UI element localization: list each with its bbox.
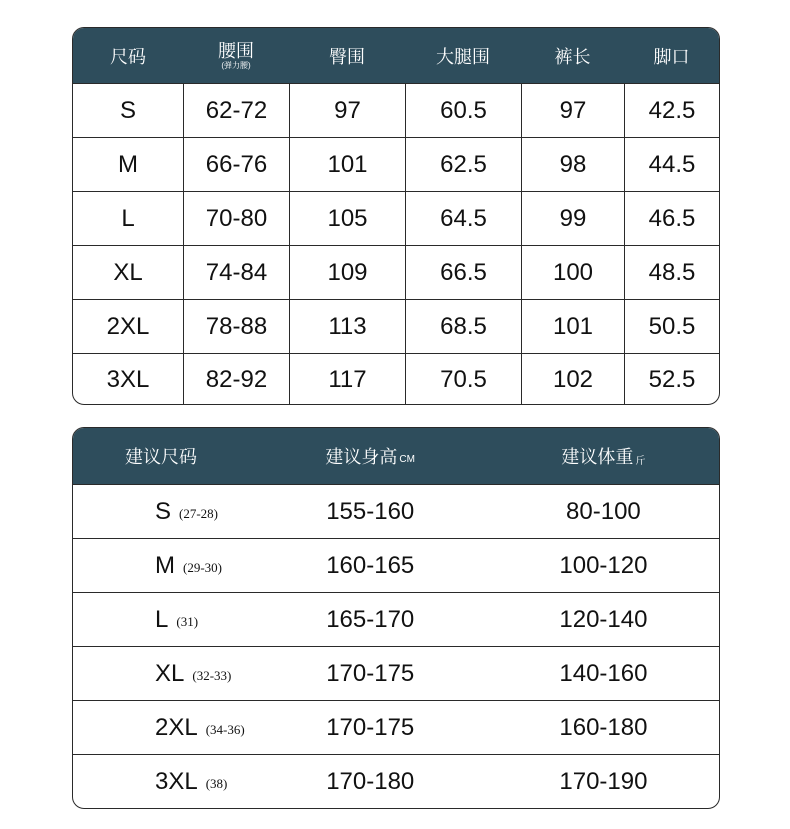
- table-row: [73, 137, 719, 191]
- size-label: S: [155, 497, 172, 525]
- cell-hem: 50.5: [624, 300, 719, 353]
- cell-hip: 97: [289, 84, 405, 137]
- cell-length: 101: [521, 300, 624, 353]
- cell-waist: 66-76: [183, 138, 289, 191]
- waist-range: (29-30): [183, 559, 222, 575]
- cell-hem: 46.5: [624, 192, 719, 245]
- header-waist: [183, 28, 289, 83]
- cell-weight: 170-190: [559, 767, 648, 795]
- recommend-table-header: [73, 428, 719, 484]
- cell-waist: 78-88: [183, 300, 289, 353]
- cell-size: [73, 755, 253, 808]
- cell-waist: 70-80: [183, 192, 289, 245]
- table-row: [73, 754, 719, 808]
- cell-hip: 105: [289, 192, 405, 245]
- cell-thigh: 60.5: [405, 84, 521, 137]
- table-row: [73, 484, 719, 538]
- header-height-unit: CM: [399, 453, 415, 465]
- cell-size: [73, 701, 253, 754]
- header-height-label: 建议身高: [325, 447, 398, 467]
- cell-waist: 74-84: [183, 246, 289, 299]
- table-row: [73, 83, 719, 137]
- cell-height: 170-175: [326, 659, 415, 687]
- cell-height: 155-160: [326, 497, 415, 525]
- cell-size: [73, 647, 253, 700]
- size-recommendation-table: [72, 427, 720, 809]
- waist-range: (34-36): [205, 721, 245, 737]
- cell-weight: 140-160: [559, 659, 648, 687]
- cell-hem: 44.5: [624, 138, 719, 191]
- cell-height: 160-165: [326, 551, 415, 579]
- cell-hem: 48.5: [624, 246, 719, 299]
- cell-length: 97: [521, 84, 624, 137]
- size-measurement-table: [72, 27, 720, 405]
- cell-thigh: 68.5: [405, 300, 521, 353]
- table-row: [73, 245, 719, 299]
- cell-length: 98: [521, 138, 624, 191]
- cell-hip: 113: [289, 300, 405, 353]
- waist-range: (32-33): [192, 667, 232, 683]
- cell-thigh: 62.5: [405, 138, 521, 191]
- cell-length: 99: [521, 192, 624, 245]
- header-waist-note: (弹力腰): [221, 60, 251, 70]
- cell-size: M: [118, 150, 138, 178]
- table-row: [73, 700, 719, 754]
- cell-length: 100: [521, 246, 624, 299]
- cell-weight: 80-100: [566, 497, 641, 525]
- cell-weight: 120-140: [559, 605, 648, 633]
- cell-size: XL: [113, 258, 143, 286]
- cell-hip: 109: [289, 246, 405, 299]
- cell-hem: 52.5: [624, 354, 719, 405]
- table-row: [73, 592, 719, 646]
- header-size: 尺码: [110, 46, 146, 67]
- cell-size: [73, 593, 253, 646]
- table-row: [73, 299, 719, 353]
- header-hem: 脚口: [653, 46, 690, 67]
- cell-waist: 62-72: [183, 84, 289, 137]
- table-row: [73, 191, 719, 245]
- cell-hip: 101: [289, 138, 405, 191]
- header-weight-label: 建议体重: [561, 447, 634, 467]
- header-waist-label: 腰围: [218, 40, 254, 61]
- waist-range: (27-28): [179, 505, 219, 521]
- cell-height: 165-170: [326, 605, 415, 633]
- cell-size: L: [121, 204, 135, 232]
- cell-height: 170-175: [326, 713, 415, 741]
- cell-size: S: [119, 96, 136, 124]
- cell-length: 102: [521, 354, 624, 405]
- cell-height: 170-180: [326, 767, 415, 795]
- table-row: [73, 538, 719, 592]
- cell-thigh: 70.5: [405, 354, 521, 405]
- cell-thigh: 64.5: [405, 192, 521, 245]
- cell-weight: 160-180: [559, 713, 648, 741]
- table-row: [73, 646, 719, 700]
- header-thigh: 大腿围: [436, 46, 490, 67]
- waist-range: (38): [205, 775, 228, 791]
- cell-hip: 117: [289, 354, 405, 405]
- size-label: 2XL: [155, 713, 198, 741]
- cell-size: [73, 539, 253, 592]
- table-row: [73, 353, 719, 405]
- cell-waist: 82-92: [183, 354, 289, 405]
- header-length: 裤长: [554, 46, 591, 67]
- header-recommended-weight: [488, 428, 719, 484]
- size-label: 3XL: [155, 767, 198, 795]
- header-weight-unit: 斤: [635, 455, 646, 467]
- cell-size: [73, 485, 253, 538]
- size-label: XL: [155, 659, 185, 687]
- size-table-header: [73, 28, 719, 83]
- header-hip: 臀围: [329, 46, 365, 67]
- cell-thigh: 66.5: [405, 246, 521, 299]
- size-label: L: [155, 605, 169, 633]
- size-label: M: [155, 551, 175, 579]
- cell-size: 3XL: [106, 365, 150, 393]
- header-recommended-size: 建议尺码: [125, 447, 197, 467]
- cell-weight: 100-120: [559, 551, 648, 579]
- header-recommended-height: [253, 428, 488, 484]
- cell-size: 2XL: [106, 312, 150, 340]
- cell-hem: 42.5: [624, 84, 719, 137]
- waist-range: (31): [176, 613, 199, 629]
